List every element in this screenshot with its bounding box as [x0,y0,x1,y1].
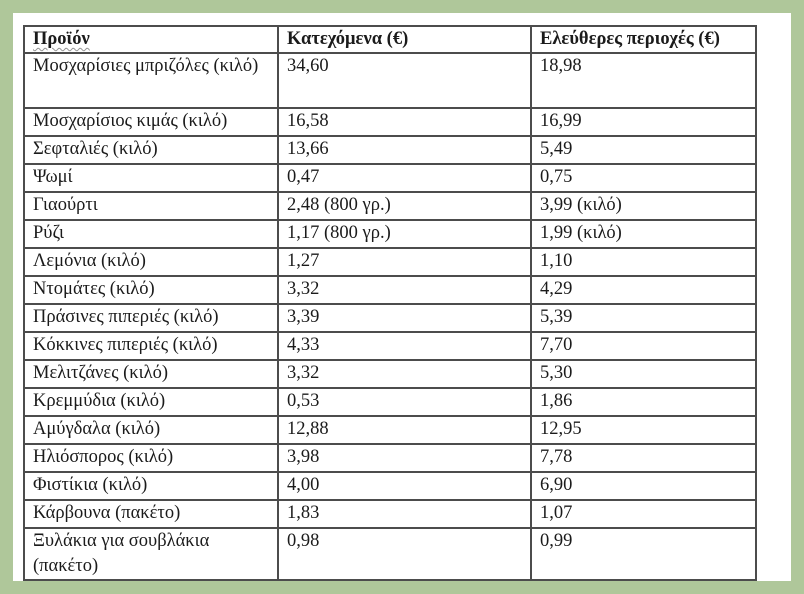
free-price-cell: 0,75 [531,164,756,192]
table-row [24,472,756,500]
product-cell: Γιαούρτι [24,192,278,220]
product-cell: Σεφταλιές (κιλό) [24,136,278,164]
free-price-cell: 7,78 [531,444,756,472]
occupied-price-cell: 34,60 [278,53,531,108]
free-price-cell: 5,30 [531,360,756,388]
table-row [24,248,756,276]
header-product-label: Προϊόν [33,29,90,49]
table-row [24,53,756,108]
table-row [24,416,756,444]
table-row [24,500,756,528]
occupied-price-cell: 13,66 [278,136,531,164]
free-price-cell: 5,39 [531,304,756,332]
occupied-price-cell: 3,32 [278,276,531,304]
product-cell: Ρύζι [24,220,278,248]
product-cell: Αμύγδαλα (κιλό) [24,416,278,444]
occupied-price-cell: 0,53 [278,388,531,416]
occupied-price-cell: 2,48 (800 γρ.) [278,192,531,220]
table-row [24,136,756,164]
table-row [24,304,756,332]
occupied-price-cell: 16,58 [278,108,531,136]
product-cell: Ντομάτες (κιλό) [24,276,278,304]
table-row [24,108,756,136]
table-row [24,220,756,248]
product-cell: Ξυλάκια για σουβλάκια (πακέτο) [24,528,278,580]
free-price-cell: 1,99 (κιλό) [531,220,756,248]
table-row [24,360,756,388]
header-free-areas: Ελεύθερες περιοχές (€) [531,26,756,53]
table-row [24,192,756,220]
occupied-price-cell: 1,27 [278,248,531,276]
free-price-cell: 6,90 [531,472,756,500]
product-cell: Κρεμμύδια (κιλό) [24,388,278,416]
product-cell: Μοσχαρίσιος κιμάς (κιλό) [24,108,278,136]
occupied-price-cell: 3,32 [278,360,531,388]
header-occupied-areas: Κατεχόμενα (€) [278,26,531,53]
product-cell: Πράσινες πιπεριές (κιλό) [24,304,278,332]
occupied-price-cell: 1,83 [278,500,531,528]
product-cell: Φιστίκια (κιλό) [24,472,278,500]
product-cell: Μοσχαρίσιες μπριζόλες (κιλό) [24,53,278,108]
product-cell: Λεμόνια (κιλό) [24,248,278,276]
price-comparison-table [23,25,757,581]
occupied-price-cell: 0,47 [278,164,531,192]
product-cell: Κόκκινες πιπεριές (κιλό) [24,332,278,360]
table-row [24,276,756,304]
free-price-cell: 0,99 [531,528,756,580]
free-price-cell: 1,07 [531,500,756,528]
free-price-cell: 7,70 [531,332,756,360]
table-row [24,388,756,416]
free-price-cell: 4,29 [531,276,756,304]
free-price-cell: 5,49 [531,136,756,164]
occupied-price-cell: 3,39 [278,304,531,332]
product-cell: Ψωμί [24,164,278,192]
free-price-cell: 12,95 [531,416,756,444]
header-product [24,26,278,53]
table-row [24,444,756,472]
occupied-price-cell: 1,17 (800 γρ.) [278,220,531,248]
occupied-price-cell: 4,00 [278,472,531,500]
occupied-price-cell: 3,98 [278,444,531,472]
free-price-cell: 18,98 [531,53,756,108]
product-cell: Μελιτζάνες (κιλό) [24,360,278,388]
product-cell: Κάρβουνα (πακέτο) [24,500,278,528]
free-price-cell: 3,99 (κιλό) [531,192,756,220]
free-price-cell: 16,99 [531,108,756,136]
table-row [24,164,756,192]
product-cell: Ηλιόσπορος (κιλό) [24,444,278,472]
free-price-cell: 1,86 [531,388,756,416]
free-price-cell: 1,10 [531,248,756,276]
table-header-row [24,26,756,53]
table-row [24,332,756,360]
occupied-price-cell: 4,33 [278,332,531,360]
occupied-price-cell: 12,88 [278,416,531,444]
table-row [24,528,756,580]
occupied-price-cell: 0,98 [278,528,531,580]
